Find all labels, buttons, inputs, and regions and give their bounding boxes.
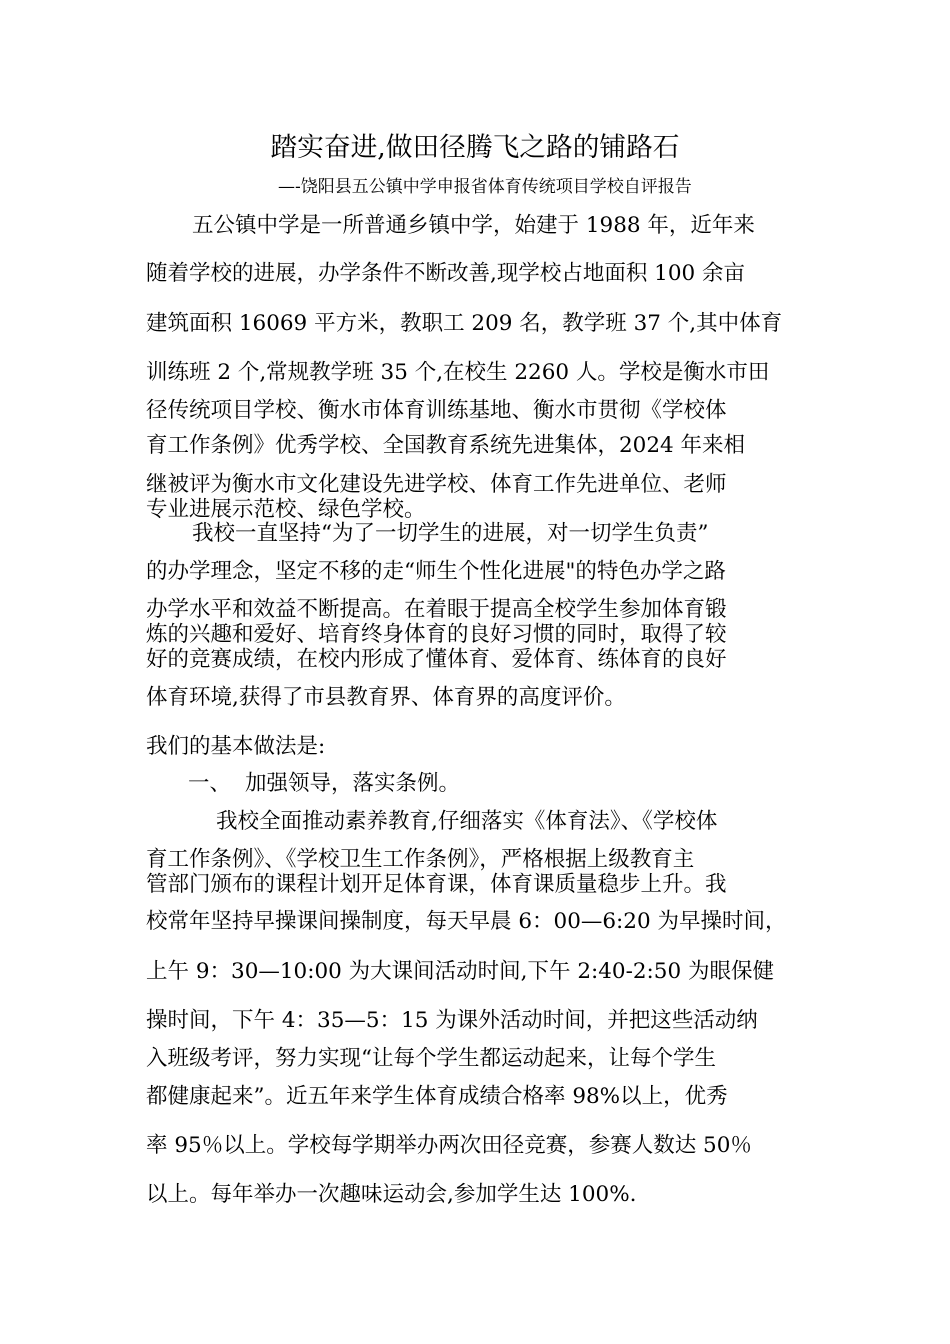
section-number: 一、	[188, 771, 232, 796]
paragraph-line: 的办学理念，坚定不移的走“师生个性化进展"的特色办学之路	[146, 559, 726, 584]
paragraph-line: 上午 9：30—10:00 为大课间活动时间,下午 2:40-2:50 为眼保健	[146, 959, 774, 984]
paragraph-line: 随着学校的进展，办学条件不断改善,现学校占地面积 100 余亩	[146, 261, 746, 286]
paragraph-line: 我校全面推动素养教育,仔细落实《体育法》、《学校体	[216, 809, 718, 834]
paragraph-line: 径传统项目学校、衡水市体育训练基地、衡水市贯彻《学校体	[146, 398, 727, 423]
paragraph-line: 炼的兴趣和爱好、培育终身体育的良好习惯的同时，取得了较	[146, 622, 727, 647]
document-subtitle: —-饶阳县五公镇中学申报省体育传统项目学校自评报告	[278, 177, 692, 197]
paragraph-line: 训练班 2 个,常规教学班 35 个,在校生 2260 人。学校是衡水市田	[146, 360, 770, 385]
paragraph-line: 校常年坚持早操课间操制度，每天早晨 6：00—6:20 为早操时间，	[146, 909, 787, 934]
paragraph-line: 育工作条例》、《学校卫生工作条例》，严格根据上级教育主	[146, 847, 695, 872]
paragraph-line: 都健康起来”。近五年来学生体育成绩合格率 98%以上，优秀	[146, 1084, 728, 1109]
paragraph-line: 五公镇中学是一所普通乡镇中学，始建于 1988 年，近年来	[192, 213, 755, 238]
section-intro: 我们的基本做法是:	[146, 734, 326, 759]
paragraph-line: 入班级考评，努力实现“让每个学生都运动起来，让每个学生	[146, 1046, 716, 1071]
paragraph-line: 育工作条例》优秀学校、全国教育系统先进集体，2024 年来相	[146, 433, 746, 458]
paragraph-line: 继被评为衡水市文化建设先进学校、体育工作先进单位、老师	[146, 472, 727, 497]
paragraph-line: 专业进展示范校、绿色学校。	[146, 497, 426, 522]
paragraph-line: 建筑面积 16069 平方米，教职工 209 名，教学班 37 个,其中体育	[146, 311, 783, 336]
paragraph-line: 办学水平和效益不断提高。在着眼于提高全校学生参加体育锻	[146, 597, 727, 622]
section-heading: 加强领导，落实条例。	[245, 771, 461, 796]
paragraph-line: 我校一直坚持“为了一切学生的进展，对一切学生负责”	[192, 521, 709, 546]
paragraph-line: 率 95％以上。学校每学期举办两次田径竞赛，参赛人数达 50％	[146, 1133, 752, 1158]
document-title: 踏实奋进,做田径腾飞之路的铺路石	[270, 132, 680, 163]
paragraph-line: 管部门颁布的课程计划开足体育课，体育课质量稳步上升。我	[146, 872, 727, 897]
paragraph-line: 好的竞赛成绩，在校内形成了懂体育、爱体育、练体育的良好	[146, 647, 727, 672]
paragraph-line: 操时间，下午 4：35—5：15 为课外活动时间，并把这些活动纳	[146, 1008, 758, 1033]
paragraph-line: 以上。每年举办一次趣味运动会,参加学生达 100%.	[146, 1182, 637, 1207]
paragraph-line: 体育环境,获得了市县教育界、体育界的高度评价。	[146, 685, 626, 710]
